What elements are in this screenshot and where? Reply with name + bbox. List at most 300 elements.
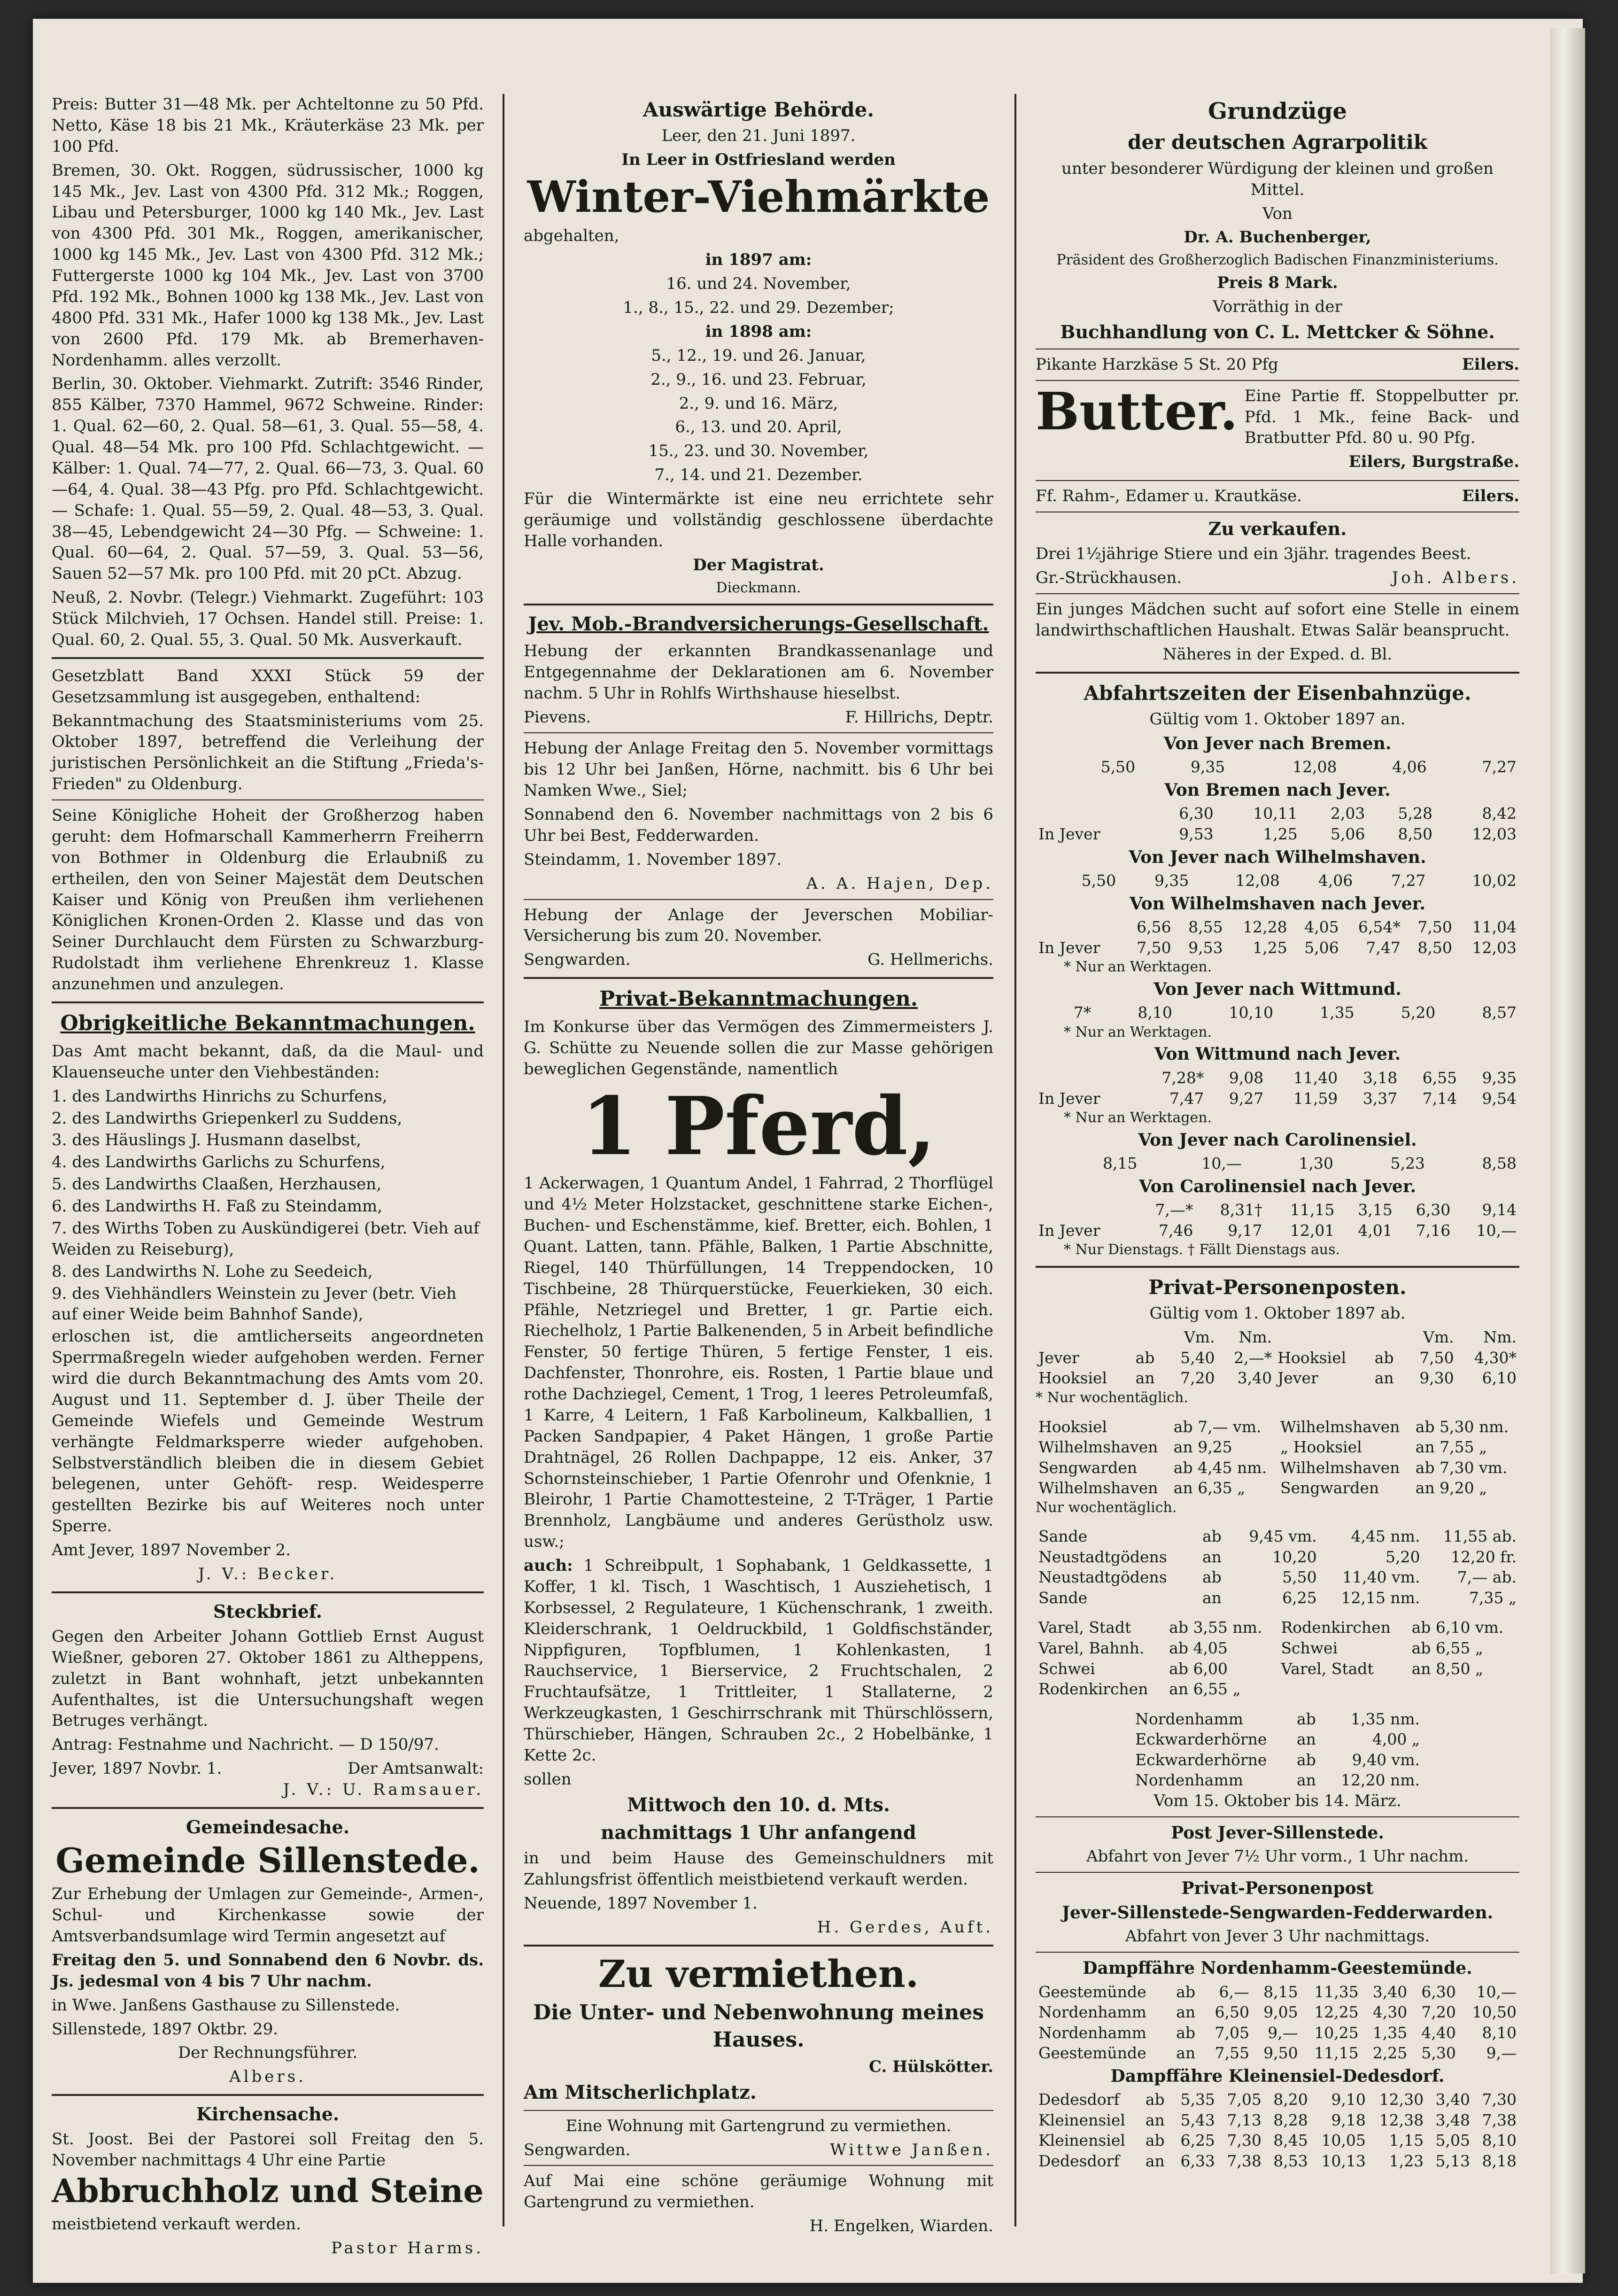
abgehalten: abgehalten, [524,226,619,246]
table-cell: 7,50 [1419,1348,1454,1367]
table-cell: 3,40 [1372,1982,1408,2001]
auction-date: Mittwoch den 10. d. Mts. [627,1793,890,1816]
table-cell [1409,1679,1519,1699]
date-line: 2., 9., 16. und 23. Februar, [650,370,867,389]
year-1897: in 1897 am: [705,250,812,270]
table-cell: 7,20 [1180,1369,1215,1388]
table-cell: 12,38 [1379,2110,1424,2129]
train-times [1036,1068,1519,1109]
table-cell: 9,35 [1482,1069,1517,1087]
butter-body: Eine Partie ff. Stoppelbutter pr. Pfd. 1 Mk., feine Back- und Bratbutter Pfd. 80 u. 90 Pfg. [1244,386,1519,448]
table-cell: ab 7,— vm. [1173,1417,1262,1436]
date-line: 2., 9. und 16. März, [679,394,838,413]
train-route-title: Von Bremen nach Jever. [1164,780,1391,800]
brand-place-4: Sengwarden. [524,950,631,970]
list-item: 9. des Viehhändlers Weinstein zu Jever (betr. Vieh auf einer Weide beim Bahnhof Sande), [52,1284,457,1324]
divider [1036,1266,1519,1268]
table-cell: 10,20 [1272,1547,1317,1566]
divider [52,1001,484,1003]
table-cell: 12,28 [1243,918,1287,937]
table-cell: 8,20 [1273,2090,1308,2109]
table-cell: 5,13 [1435,2151,1470,2170]
year-1898: in 1898 am: [705,322,812,341]
table-cell: an 9,20 „ [1415,1479,1487,1497]
privpost-route: Jever-Sillenstede-Sengwarden-Fedderwarden. [1061,1902,1494,1923]
table-cell: ab [1296,1750,1316,1769]
table-cell: 9,08 [1229,1069,1264,1087]
column-right [1036,94,1519,2171]
naeheres: Näheres in der Exped. d. Bl. [1162,644,1393,664]
table-cell: 7,20 [1421,2003,1456,2022]
table-cell [1036,1002,1047,1023]
auction-time: nachmittags 1 Uhr anfangend [601,1821,916,1844]
train-route-title: Von Jever nach Bremen. [1163,733,1392,753]
train-times [1036,803,1519,844]
table-cell: Kleinensiel [1038,2131,1125,2150]
table-cell: Nordenhamm [1135,1771,1243,1790]
table-cell: 5,06 [1304,938,1339,957]
magistrat-name: Dieckmann. [716,579,801,596]
table-cell [1036,1153,1048,1174]
table-cell: Sengwarden [1038,1458,1138,1477]
table-row [1036,1348,1519,1368]
table-cell: 7,30 [1227,2131,1262,2150]
table-cell: 1,35 [1372,2023,1408,2042]
magistrat: Der Magistrat. [693,555,824,574]
table-cell: Schwei [1281,1639,1338,1658]
buchhandlung: Buchhandlung von C. L. Mettcker & Söhne. [1060,321,1495,342]
table-cell: 7,46 [1158,1221,1193,1240]
train-route-title: Von Wittmund nach Jever. [1154,1044,1401,1064]
faehre-2-table [1036,2089,1519,2171]
table-cell [1036,1200,1133,1220]
table-cell: Nordenhamm [1038,2003,1146,2022]
behoerde-title: Auswärtige Behörde. [643,98,874,121]
table-cell: an 6,55 „ [1169,1680,1241,1699]
table-cell: 5,50 [1100,758,1136,776]
table-cell: 6,25 [1282,1588,1317,1607]
brand-title: Jev. Mob.-Brandversicherungs-Gesellschaft. [528,613,989,636]
table-cell: 9,35 [1190,758,1225,776]
table-cell: 8,53 [1273,2151,1308,2170]
table-cell: 2,03 [1330,804,1365,823]
table-cell: Varel, Stadt [1038,1618,1131,1637]
table-cell: ab 6,10 vm. [1411,1618,1504,1637]
table-cell: 11,40 [1293,1069,1338,1087]
table-cell: 5,40 [1180,1348,1215,1367]
table-cell: 10,10 [1229,1003,1273,1022]
table-cell: 9,17 [1228,1221,1262,1240]
table-cell: 8,50 [1417,938,1452,957]
butter-headline: Butter. [1036,380,1238,442]
table-header [1036,1327,1519,1348]
table-cell: 12,03 [1472,825,1517,844]
table-cell: 7,38 [1227,2151,1262,2170]
obrig-date: Amt Jever, 1897 November 2. [52,1541,291,1560]
table-cell: 3,15 [1358,1201,1393,1219]
divider [52,657,484,659]
obrig-signature: J. V.: Becker. [198,1564,338,1583]
table-cell: 7,28* [1161,1069,1204,1087]
table-cell: 12,15 nm. [1341,1588,1420,1607]
table-cell: 6,30 [1421,1982,1456,2001]
table-row [1036,1368,1519,1388]
table-cell: 3,37 [1363,1089,1398,1108]
table-row [1036,2023,1519,2043]
table-cell: 7,47 [1169,1089,1204,1108]
divider [1036,1816,1519,1817]
steckbrief-body: Gegen den Arbeiter Johann Gottlieb Ernst August Wießner, geboren 27. Oktober 1861 zu Altheppens, zuletzt in Bant wohnhaft, jetzt unbekannten Aufenthaltes, ist die Untersuchungshaft wegen Betruges verhängt. [52,1627,484,1730]
divider [524,2165,993,2166]
table-cell: 9,35 [1154,871,1189,890]
table-row [1132,1770,1423,1791]
table-cell: 7,50 [1137,938,1171,957]
table-cell: 10,50 [1472,2003,1517,2022]
auch-label: auch: [524,1556,573,1575]
table-row [1036,1588,1519,1608]
table-cell: Schwei [1038,1659,1095,1678]
train-times [1036,1200,1519,1241]
table-cell: 9,27 [1229,1089,1264,1108]
table-cell: an [1202,1588,1222,1607]
table-row [1036,757,1519,777]
list-item: 1. des Landwirths Hinrichs zu Schurfens, [52,1086,387,1106]
train-times [1036,917,1519,958]
table-cell: 4,30* [1474,1348,1517,1367]
table-cell: 9,50 [1263,2044,1298,2063]
table-cell: 1,30 [1299,1154,1333,1173]
table-row [1132,1709,1423,1730]
table-row [1036,1200,1519,1220]
table-cell: 12,08 [1235,871,1280,890]
table-cell: 5,23 [1390,1154,1425,1173]
table-row [1036,1478,1519,1498]
page-edge [1550,28,1585,2273]
list-item: 7. des Wirths Toben zu Auskündigerei (betr. Vieh auf Weiden zu Reiseburg), [52,1218,480,1259]
hoheit-notice: Seine Königliche Hoheit der Großherzog haben geruht: dem Hofmarschall Kammerherrn Freiherrn von Bothmer in Oldenburg die Erlaubniß zu ertheilen, den von Seiner Majestät dem Deutschen Kaiser und König von Preußen ihm verliehenen Königlichen Kronen-Orden 2. Klasse und das von Seiner Durchlaucht dem Fürsten zu Schwarzburg-Rudolstadt ihm verliehene Ehrenkreuz 1. Klasse anzunehmen und anzulegen. [52,806,484,993]
newspaper-page [33,19,1583,2283]
table-cell [1036,917,1123,938]
kirchen-body: St. Joost. Bei der Pastorei soll Freitag den 5. November nachmittags 4 Uhr eine Partie [52,2130,484,2170]
post-table-3 [1036,1526,1519,1608]
divider [524,1945,993,1947]
table-cell: 9,— [1268,2023,1298,2042]
column-middle [524,94,993,2240]
train-timetable [1036,733,1519,1259]
kirchen-signature: Pastor Harms. [331,2238,484,2257]
date-line: 1., 8., 15., 22. und 29. Dezember; [623,298,894,317]
table-cell: 9,54 [1482,1089,1517,1108]
post-title: Privat-Personenposten. [1148,1275,1407,1299]
behoerde-date: Leer, den 21. Juni 1897. [661,126,856,146]
table-cell: ab 5,30 nm. [1415,1417,1509,1436]
von-label: Von [1262,204,1293,223]
table-cell: 6,33 [1180,2151,1215,2170]
table-cell: 8,31† [1220,1201,1262,1219]
table-row [1036,1002,1519,1023]
table-row [1036,1982,1519,2002]
halle-notice: Für die Wintermärkte ist eine neu errichtete sehr geräumige und vollständig geschlossene überdachte Halle vorhanden. [524,489,993,551]
table-cell: 7,—* [1155,1201,1193,1219]
table-cell: 4,40 [1421,2023,1456,2042]
table-row [1036,917,1519,938]
table-row [1036,803,1519,824]
table-cell: Eckwarderhörne [1135,1730,1267,1749]
kirchen-label: Kirchensache. [196,2103,340,2125]
table-cell: 12,20 fr. [1451,1547,1517,1566]
table-cell: an [1296,1771,1316,1790]
table-cell: 7,27 [1391,871,1426,890]
inventory-list: 1 Ackerwagen, 1 Quantum Andel, 1 Fahrrad, 2 Thorflügel und 4½ Meter Holzstacket, geschnittene starke Eichen-, Buchen- und Eschenstämme, kief. Bretter, eich. Bohlen, 1 Quant. Latten, tann. Pfähle, Balken, 1 Partie Abschnitte, Riegel, 140 Thürfüllungen, 14 Treppendocken, 10 Tischbeine, 28 Thürquerstücke, Feuerkieken, 30 eich. Pfähle, Netzriegel und Bretter, 1 gr. Partie eich. Riechelholz, 1 Partie Balkenenden, 5 in Arbeit befindliche Fenster, 50 fertige Thüren, 5 fertige Fenster, 1 eis. Dachfenster, Thonrohre, eis. Rosten, 1 Partie blaue und rothe Dachziegel, Cement, 1 Trog, 1 leeres Petroleumfaß, 1 Karre, 4 Leitern, 1 Faß Karbolineum, Kalkballien, 1 Packen Sandpapier, 4 Paket Hängen, 1 große Partie Drahtnägel, 26 Rollen Dachpappe, 12 eis. Anker, 37 Schornsteinschieber, 1 Partie Ofenrohr und Ofenknie, 1 Bleirohr, 1 Partie Chamottesteine, 2 T-Träger, 1 Partie Brennholz, Langbäume und anderes Gerüstholz usw. usw.; [524,1174,993,1551]
divider [1036,1872,1519,1873]
divider [52,1591,484,1593]
table-cell: 10,11 [1253,804,1298,823]
table-cell: Varel, Stadt [1281,1659,1374,1678]
obrig-intro: Das Amt macht bekannt, daß, da die Maul- und Klauenseuche unter den Viehbeständen: [52,1041,484,1082]
table-row [1036,2089,1519,2110]
table-cell: 8,10 [1482,2131,1517,2150]
table-cell: 1,25 [1263,825,1298,844]
table-row [1036,1417,1519,1437]
table-cell: 6,30 [1179,804,1214,823]
table-row [1036,1068,1519,1088]
table-cell: Wilhelmshaven [1280,1417,1400,1436]
divider [52,2094,484,2096]
brand-notice-1: Hebung der erkannten Brandkassenanlage und Entgegennahme der Deklarationen am 6. November nachm. 5 Uhr in Rohlfs Wirthshause hieselbst. [524,641,993,703]
table-cell: 6,10 [1482,1369,1517,1388]
post-table-1 [1036,1327,1519,1388]
table-cell: 7,47 [1366,938,1401,957]
table-cell: 9,45 vm. [1249,1527,1317,1546]
table-cell: 7,35 „ [1469,1588,1517,1607]
table-cell: 1,15 [1389,2131,1424,2150]
viehmaerkte-title: Winter-Viehmärkte [527,171,990,223]
table-cell: 8,57 [1482,1003,1517,1022]
brand-date-3: Steindamm, 1. November 1897. [524,850,782,869]
table-cell: In Jever [1038,825,1100,844]
table-cell: Wilhelmshaven [1038,1479,1158,1497]
column-left [52,94,484,2262]
table-cell: 9,30 [1419,1369,1454,1388]
table-cell: 1,35 [1320,1003,1355,1022]
table-cell: Eckwarderhörne [1135,1750,1267,1769]
market-berlin: Berlin, 30. Oktober. Viehmarkt. Zutrift: 3546 Rinder, 855 Kälber, 7370 Hammel, 9672 Schweine. Rinder: 1. Qual. 62—60, 2. Qual. 58—61, 3. Qual. 55—58, 4. Qual. 48—54 Mk. pro 100 Pfd. Schlachtgewicht. — Kälber: 1. Qual. 74—77, 2. Qual. 66—73, 3. Qual. 60—64, 4. Qual. 38—43 Pfg. pro Pfd. Schlachtgewicht. — Schafe: 1. Qual. 55—59, 2. Qual. 48—53, 3. Qual. 38—45, Lebendgewicht 24—30 Pfg. — Schweine: 1. Qual. 60—64, 2. Qual. 57—59, 3. Qual. 53—56, Sauen 52—57 Mk. pro 100 Pfd. mit 20 pCt. Abzug. [52,374,484,583]
verkaufen-title: Zu verkaufen. [1208,518,1347,540]
gemeinde-label: Gemeindesache. [186,1816,349,1838]
steckbrief-date: Jever, 1897 Novbr. 1. [52,1759,222,1778]
table-cell: 9,— [1486,2044,1517,2063]
table-cell: 8,18 [1482,2151,1517,2170]
table-cell: Neustadtgödens [1038,1568,1167,1587]
table-cell: 9,18 [1331,2110,1366,2129]
table-cell: 12,30 [1379,2090,1424,2109]
table-cell: 9,53 [1188,938,1223,957]
vorraethig: Vorräthig in der [1213,297,1342,316]
table-cell: ab [1145,2131,1165,2150]
table-row [1036,1153,1519,1174]
steckbrief-anwalt: Der Amtsanwalt: [348,1759,484,1778]
verkaufen-place: Gr.-Strückhausen. [1036,568,1182,588]
list-item: 6. des Landwirths H. Faß zu Steindamm, [52,1197,383,1216]
table-cell: 5,30 [1421,2044,1456,2063]
table-cell: an [1145,2151,1165,2170]
table-cell: 4,01 [1358,1221,1393,1240]
vermiethen-body: Die Unter- und Nebenwohnung meines Hauses. [533,2000,984,2052]
post-table-2 [1036,1417,1519,1498]
wohnung-1-sign: Wittwe Janßen. [830,2140,993,2159]
table-cell: 1,23 [1389,2151,1424,2170]
verkaufen-sign: Joh. Albers. [1392,568,1519,588]
post-table-4 [1036,1617,1519,1699]
table-cell: 11,40 vm. [1342,1568,1420,1587]
table-cell: 12,20 nm. [1341,1771,1420,1790]
table-cell: 8,10 [1138,1003,1172,1022]
table-cell: 10,— [1201,1154,1242,1173]
table-cell: 5,50 [1081,871,1116,890]
table-row [1036,824,1519,845]
train-note: * Nur an Werktagen. [1064,1109,1212,1126]
table-row [1036,1567,1519,1588]
table-cell [1036,870,1046,891]
table-cell: 7,13 [1227,2110,1262,2129]
table-cell: Sande [1038,1588,1088,1607]
gemeinde-dates: Freitag den 5. und Sonnabend den 6 Novbr. ds. Js. jedesmal von 4 bis 7 Uhr nachm. [52,1950,484,1991]
table-cell: 7,16 [1416,1221,1451,1240]
table-cell: 6,56 [1137,918,1171,937]
market-bremen: Bremen, 30. Okt. Roggen, südrussischer, 1000 kg 145 Mk., Jev. Last von 4300 Pfd. 312 Mk.; Roggen, Libau und Petersburger, 1000 kg 140 Mk., Jev. Last von 4300 Pfd. 301 Mk., Roggen, amerikanischer, 1000 kg 145 Mk., Jev. Last von 4300 Pfd. 312 Mk.; Futtergerste 1000 kg 104 Mk., Jev. Last von 3700 Pfd. 192 Mk., Bohnen 1000 kg 138 Mk., Jev. Last von 4800 Pfd. 331 Mk., Hafer 1000 kg 138 Mk., Jev. Last von 2600 Pfd. 179 Mk. ab Bremerhaven-Nordenhamm. alles verzollt. [52,161,484,370]
table-cell: ab 4,45 nm. [1173,1458,1267,1477]
table-cell: Kleinensiel [1038,2110,1125,2129]
brand-sign-3: A. A. Hajen, Dep. [806,874,993,893]
table-cell: 4,00 „ [1372,1730,1420,1749]
table-cell: 3,18 [1363,1069,1398,1087]
table-cell [1036,803,1149,824]
table-row [1036,2151,1519,2172]
train-route-title: Von Carolinensiel nach Jever. [1138,1176,1417,1196]
table-cell: 11,55 ab. [1443,1527,1517,1546]
table-cell: 4,30 [1372,2003,1408,2022]
table-cell: Jever [1038,1348,1079,1367]
gemeinde-title: Gemeinde Sillenstede. [55,1840,480,1881]
table-row [1036,870,1519,891]
table-cell: 4,06 [1318,871,1353,890]
table-cell: 9,14 [1482,1201,1517,1219]
table-cell: ab [1145,2090,1165,2109]
table-cell: ab 6,00 [1169,1659,1228,1678]
table-cell: 8,58 [1482,1154,1517,1173]
table-cell: 11,04 [1472,918,1517,937]
leer-line: In Leer in Ostfriesland werden [621,150,896,170]
table-cell: 10,25 [1314,2023,1359,2042]
auction-body: in und beim Hause des Gemeinschuldners mit Zahlungsfrist öffentlich meistbietend verkauft werden. [524,1849,993,1889]
table-cell: 3,40 [1237,1369,1272,1388]
gesetzblatt-body: Bekanntmachung des Staatsministeriums vom 25. Oktober 1897, betreffend die Verleihung der juristischen Persönlichkeit an die Stiftung „Frieda's-Frieden" zu Oldenburg. [52,711,484,794]
table-cell: an 9,25 [1173,1438,1232,1457]
harzkaese-sign: Eilers. [1462,355,1519,374]
author-title: Präsident des Großherzoglich Badischen Finanzministeriums. [1056,252,1499,269]
table-cell: 5,35 [1180,2090,1215,2109]
table-row [1036,2043,1519,2063]
table-cell: 9,10 [1331,2090,1366,2109]
auch-list: 1 Schreibpult, 1 Sophabank, 1 Geldkassette, 1 Koffer, 1 kl. Tisch, 1 Waschtisch, 1 Ausziehetisch, 1 Korbsessel, 2 Regulateure, 1 Küchenschrank, 1 zweith. Kleiderschrank, 1 Oeldruckbild, 1 Goldfischständer, Nippfiguren, Topfblumen, 1 Kohlenkasten, 1 Rauchservice, 1 Bierservice, 2 Fruchtschalen, 2 Fruchtaufsätze, 1 Trittleiter, 1 Stallaterne, 2 Werkzeugkasten, 1 Geschirrschrank mit Thürschlössern, Thürschieber, Hängen, Schrauben 2c., 2 Hobelbänke, 1 Kette 2c. [524,1556,994,1765]
faehre-2-title: Dampffähre Kleinensiel-Dedesdorf. [1110,2066,1445,2086]
table-row [1036,1458,1519,1478]
column-rule [1014,94,1016,2226]
table-cell: 5,43 [1180,2110,1215,2129]
vermiethen-title: Zu vermiethen. [598,1951,919,1996]
jever-sill-time: Abfahrt von Jever 7½ Uhr vorm., 1 Uhr nachm. [1086,1847,1469,1866]
kirchen-tail: meistbietend verkauft werden. [52,2214,301,2234]
train-note: * Nur an Werktagen. [1064,959,1212,976]
steckbrief-title: Steckbrief. [213,1600,323,1622]
table-cell [1036,757,1048,777]
auction-date-2: Neuende, 1897 November 1. [524,1894,758,1913]
table-cell: 3,48 [1435,2110,1470,2129]
table-cell: ab [1374,1348,1394,1367]
grund-subtitle: der deutschen Agrarpolitik [1128,131,1427,154]
table-cell: 6,54* [1358,918,1401,937]
table-cell: 3,40 [1435,2090,1470,2109]
table-cell: an [1176,2044,1196,2063]
table-cell: In Jever [1038,938,1100,957]
table-cell: 6,55 [1422,1069,1457,1087]
gemeinde-place: in Wwe. Janßens Gasthause zu Sillenstede. [52,1995,400,2015]
train-note: * Nur Dienstags. † Fällt Dienstags aus. [1064,1241,1340,1258]
divider [1036,1952,1519,1953]
divider [524,2110,993,2111]
divider [524,732,993,733]
sollen-label: sollen [524,1769,572,1789]
table-cell [1036,1068,1136,1088]
list-item: 4. des Landwirths Garlichs zu Schurfens, [52,1153,386,1172]
wohnung-2: Auf Mai eine schöne geräumige Wohnung mit Gartengrund zu vermiethen. [524,2172,993,2212]
divider [52,1807,484,1809]
obrig-list [52,1086,484,1326]
table-cell [1278,1679,1409,1699]
table-cell: 8,45 [1273,2131,1308,2150]
table-row [1036,938,1519,958]
date-line: 7., 14. und 21. Dezember. [654,465,863,485]
train-route-title: Von Jever nach Carolinensiel. [1138,1130,1417,1150]
table-cell: Neustadtgödens [1038,1547,1167,1566]
table-cell: 7,05 [1215,2023,1249,2042]
table-cell: 1,25 [1253,938,1287,957]
faehre-1-table [1036,1982,1519,2063]
table-cell: 12,03 [1472,938,1517,957]
table-cell: 5,06 [1330,825,1365,844]
table-cell: ab [1176,1982,1196,2001]
train-route-title: Von Jever nach Wilhelmshaven. [1129,847,1426,867]
table-cell: Hooksiel [1277,1348,1347,1367]
table-cell: Sande [1038,1527,1088,1546]
table-cell: 10,05 [1321,2131,1366,2150]
table-cell: Wilhelmshaven [1280,1458,1400,1477]
steckbrief-signature: J. V.: U. Ramsauer. [283,1780,484,1800]
table-cell: an 8,50 „ [1411,1659,1484,1678]
table-cell: 8,55 [1188,918,1223,937]
table-cell: 6,30 [1416,1201,1451,1219]
table-row [1036,1220,1519,1241]
table-cell: ab [1176,2023,1196,2042]
table-row [1036,1437,1519,1458]
table-cell: Dedesdorf [1038,2151,1120,2170]
faehre-1-title: Dampffähre Nordenhamm-Geestemünde. [1083,1958,1472,1978]
table-cell: an [1374,1369,1394,1388]
table-cell: 11,15 [1314,2044,1359,2063]
post-season: Vom 15. Oktober bis 14. März. [1154,1791,1401,1810]
date-line: 5., 12., 19. und 26. Januar, [651,346,866,365]
privpost-title: Privat-Personenpost [1181,1878,1374,1899]
